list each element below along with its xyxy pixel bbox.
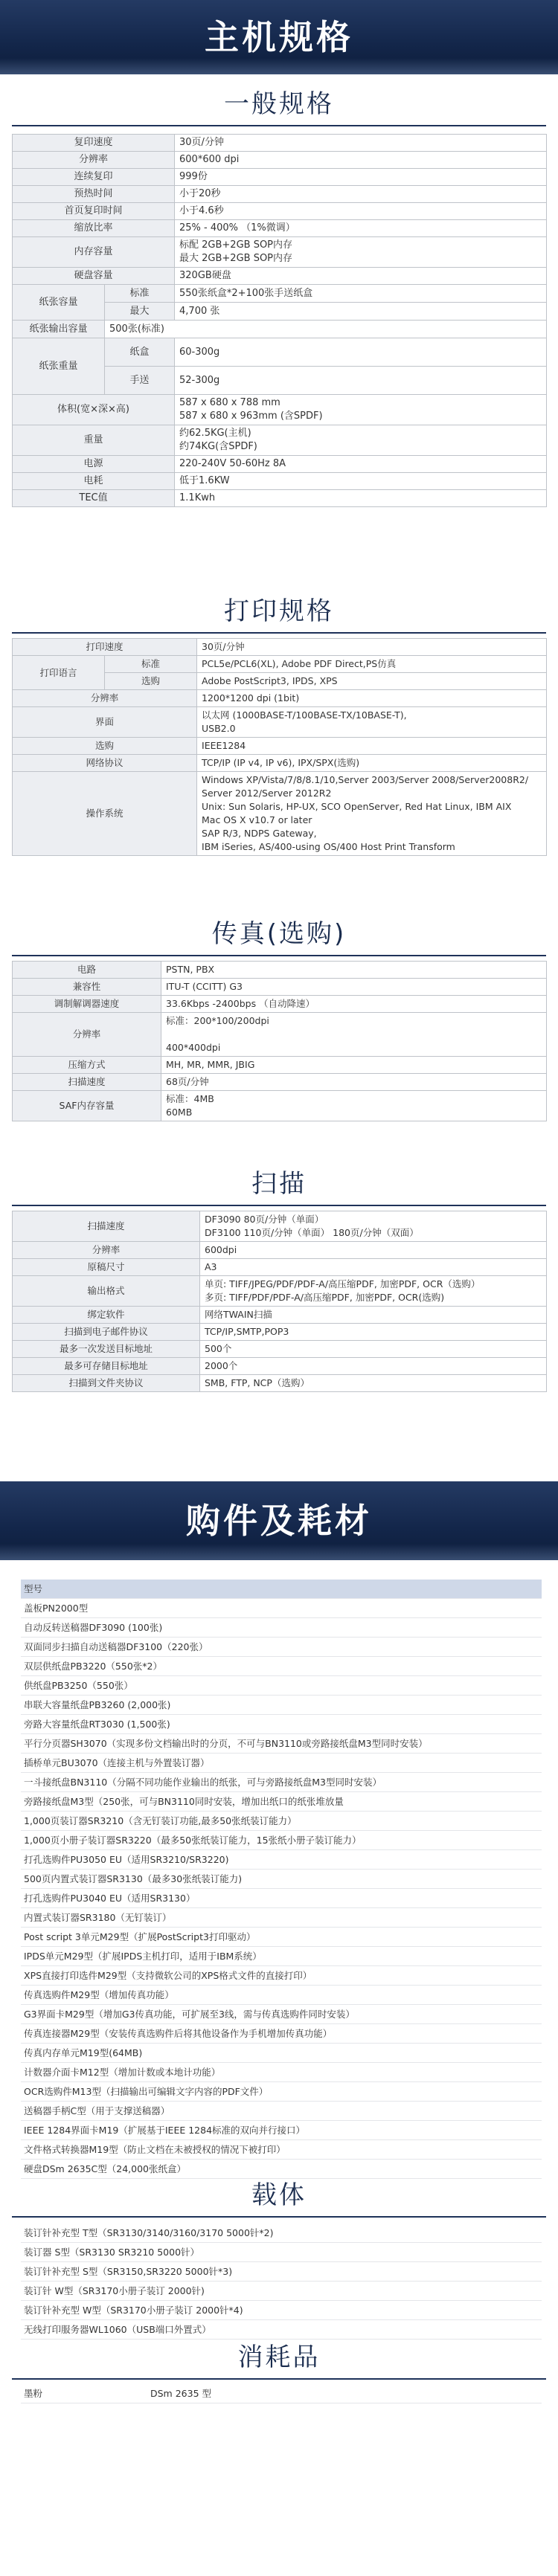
spec-key: 电源 xyxy=(13,456,175,473)
spec-value xyxy=(200,1324,547,1341)
section-divider xyxy=(12,955,546,956)
spec-key: 扫描速度 xyxy=(13,1074,161,1091)
header-banner-main-spec xyxy=(0,0,558,74)
spec-value xyxy=(175,456,547,473)
spec-value-line: 600dpi xyxy=(205,1244,237,1255)
spec-value xyxy=(175,203,547,220)
spec-value-line: Windows XP/Vista/7/8/8.1/10,Server 2003/Server 2008/Server2008R2/ xyxy=(202,774,529,785)
spec-value-line: 25% - 400% （1%微调） xyxy=(179,222,295,234)
table-row xyxy=(13,1341,547,1358)
spec-key: 兼容性 xyxy=(13,979,161,996)
spec-value-line: 标准：200*100/200dpi xyxy=(166,1015,269,1026)
spec-key: 体积(宽×深×高) xyxy=(13,395,175,425)
table-row xyxy=(13,473,547,490)
spec-value xyxy=(175,268,547,285)
spec-value xyxy=(200,1276,547,1307)
list-item xyxy=(21,2384,542,2403)
spec-value: PCL5e/PCL6(XL), Adobe PDF Direct,PS仿真 xyxy=(197,656,547,673)
list-item: 一斗接纸盘BN3110（分隔不同功能作业输出的纸张，可与旁路接纸盘M3型同时安装） xyxy=(21,1773,542,1792)
fax-spec-table xyxy=(12,961,547,1121)
section-title-scan: 扫描 xyxy=(251,1169,307,1199)
list-item: 旁路接纸盘M3型（250张，可与BN3110同时安装，增加出纸口的纸张堆放量 xyxy=(21,1792,542,1812)
list-item: G3界面卡M29型（增加G3传真功能，可扩展至3线，需与传真选购件同时安装） xyxy=(21,2005,542,2024)
spec-key: 分辨率 xyxy=(13,1013,161,1057)
spec-value: 60-300g xyxy=(175,338,547,367)
spec-key: 内存容量 xyxy=(13,237,175,268)
table-row xyxy=(13,186,547,203)
spec-value xyxy=(161,1057,547,1074)
spec-value-line: 1200*1200 dpi (1bit) xyxy=(202,692,300,703)
list-item: 计数器介面卡M12型（增加计数或本地计功能） xyxy=(21,2063,542,2082)
spec-value-line: 600*600 dpi xyxy=(179,154,240,165)
table-row xyxy=(13,456,547,473)
general-rows-b xyxy=(13,285,547,395)
table-row xyxy=(13,1074,547,1091)
spec-value-line: 30页/分钟 xyxy=(179,137,224,148)
spec-key: 调制解调器速度 xyxy=(13,996,161,1013)
spec-value-line: 68页/分钟 xyxy=(166,1076,209,1087)
spec-value xyxy=(197,690,547,707)
spec-value xyxy=(161,1074,547,1091)
spec-value-line: 单页: TIFF/JPEG/PDF/PDF-A/高压缩PDF, 加密PDF, OCR（选购） xyxy=(205,1278,481,1289)
spec-value-line: 小于4.6秒 xyxy=(179,205,224,216)
list-item: 双层供纸盘PB3220（550张*2） xyxy=(21,1657,542,1676)
spec-value xyxy=(175,395,547,425)
table-row xyxy=(13,1242,547,1259)
spec-subkey: 选购 xyxy=(105,673,197,690)
consumable-key: 墨粉 xyxy=(24,2388,43,2399)
spec-value: Adobe PostScript3, IPDS, XPS xyxy=(197,673,547,690)
spec-value-line: 500个 xyxy=(205,1343,232,1354)
table-row xyxy=(13,996,547,1013)
spec-value xyxy=(197,755,547,772)
spec-value xyxy=(175,425,547,456)
spec-key: 预热时间 xyxy=(13,186,175,203)
print-rows-b xyxy=(13,690,547,856)
list-item: 供纸盘PB3250（550张） xyxy=(21,1676,542,1696)
spec-key: 界面 xyxy=(13,707,197,738)
list-item: 盖板PN2000型 xyxy=(21,1599,542,1618)
list-item: 打孔选购件PU3050 EU（适用SR3210/SR3220) xyxy=(21,1850,542,1870)
spec-value xyxy=(161,996,547,1013)
spec-key: 扫描到文件夹协议 xyxy=(13,1375,200,1392)
general-rows-c xyxy=(13,395,547,507)
spec-key: 复印速度 xyxy=(13,135,175,152)
spec-value xyxy=(200,1375,547,1392)
table-row xyxy=(13,395,547,425)
spec-key: 分辨率 xyxy=(13,690,197,707)
spec-subkey: 纸盒 xyxy=(105,338,175,367)
table-row xyxy=(13,220,547,237)
spec-value-line: 网络TWAIN扫描 xyxy=(205,1309,272,1320)
section-divider xyxy=(12,1205,546,1206)
spec-value-line: 33.6Kbps -2400bps （自动降速） xyxy=(166,998,315,1009)
spec-value-line: ITU-T (CCITT) G3 xyxy=(166,981,243,992)
table-row xyxy=(13,962,547,979)
spec-key: 首页复印时间 xyxy=(13,203,175,220)
table-row xyxy=(13,755,547,772)
spec-key: 重量 xyxy=(13,425,175,456)
spec-value-line: IEEE1284 xyxy=(202,740,246,751)
table-row xyxy=(13,321,547,338)
table-row xyxy=(13,268,547,285)
spec-key: 扫描速度 xyxy=(13,1211,200,1242)
consumable-value: DSm 2635 型 xyxy=(150,2388,211,2399)
list-item: 串联大容量纸盘PB3260 (2,000张) xyxy=(21,1696,542,1715)
list-item: 装订器 S型（SR3130 SR3210 5000针） xyxy=(21,2243,542,2262)
table-row xyxy=(13,772,547,856)
spec-key: 压缩方式 xyxy=(13,1057,161,1074)
spec-value-line: 最大 2GB+2GB SOP内存 xyxy=(179,253,293,264)
spec-key: 分辨率 xyxy=(13,1242,200,1259)
spec-key: 打印语言 xyxy=(13,656,105,690)
spec-key: 最多一次发送目标地址 xyxy=(13,1341,200,1358)
list-item: XPS直接打印选件M29型（支持微软公司的XPS格式文件的直接打印） xyxy=(21,1966,542,1986)
print-spec-table xyxy=(12,638,547,856)
banner-glow xyxy=(0,58,558,74)
spec-value-line: 587 x 680 x 788 mm xyxy=(179,397,280,408)
table-row xyxy=(13,1276,547,1307)
spec-value-line: Unix: Sun Solaris, HP-UX, SCO OpenServer, Red Hat Linux, IBM AIX xyxy=(202,801,512,812)
table-row xyxy=(13,707,547,738)
spec-value xyxy=(200,1341,547,1358)
list-item: 硬盘DSm 2635C型（24,000张纸盒） xyxy=(21,2160,542,2179)
list-item: 旁路大容量纸盘RT3030 (1,500张) xyxy=(21,1715,542,1734)
spec-value-line: TCP/IP,SMTP,POP3 xyxy=(205,1326,289,1337)
table-row xyxy=(13,135,547,152)
spec-value xyxy=(200,1358,547,1375)
spec-value-line: 999份 xyxy=(179,171,208,182)
spec-value xyxy=(200,1259,547,1276)
spec-key: 扫描到电子邮件协议 xyxy=(13,1324,200,1341)
spec-key: 纸张重量 xyxy=(13,338,105,395)
spec-key: 分辨率 xyxy=(13,152,175,169)
spec-value-line: 低于1.6KW xyxy=(179,475,230,486)
list-item: 装订针补充型 W型（SR3170小册子装订 2000针*4) xyxy=(21,2301,542,2320)
list-item: OCR选购件M13型（扫描输出可编辑文字内容的PDF文件） xyxy=(21,2082,542,2102)
list-item: 500页内置式装订器SR3130（最多30张纸装订能力) xyxy=(21,1870,542,1889)
spec-value xyxy=(161,1091,547,1121)
spec-key: 电路 xyxy=(13,962,161,979)
scan-rows xyxy=(13,1211,547,1392)
list-item: 文件格式转换器M19型（防止文档在未被授权的情况下被打印） xyxy=(21,2140,542,2160)
fax-rows xyxy=(13,962,547,1121)
spec-value-line: SMB, FTP, NCP（选购） xyxy=(205,1377,310,1388)
spec-value xyxy=(175,237,547,268)
spec-value-line: 约62.5KG(主机) xyxy=(179,428,251,439)
spec-value-line: 约74KG(含SPDF) xyxy=(179,441,257,452)
table-row xyxy=(13,1259,547,1276)
list-item: 传真选购件M29型（增加传真功能） xyxy=(21,1986,542,2005)
section-divider xyxy=(12,632,546,634)
spec-key: 电耗 xyxy=(13,473,175,490)
list-item: 平行分页器SH3070（实现多份文档输出时的分页，不可与BN3110或旁路接纸盘M3型同时安装） xyxy=(21,1734,542,1754)
spec-value xyxy=(161,979,547,996)
section-title-print: 打印规格 xyxy=(224,596,334,626)
table-row xyxy=(13,285,547,303)
list-item: 无线打印服务器WL1060（USB端口外置式） xyxy=(21,2320,542,2340)
parts-list xyxy=(21,1580,542,2179)
table-row xyxy=(13,490,547,507)
spec-value-line: 多页: TIFF/PDF/PDF-A/高压缩PDF, 加密PDF, OCR(选购) xyxy=(205,1292,445,1303)
table-row xyxy=(13,1375,547,1392)
spec-value-line: 587 x 680 x 963mm (含SPDF) xyxy=(179,410,323,422)
section-title-fax: 传真(选购) xyxy=(211,919,347,949)
spec-subkey: 标准 xyxy=(105,656,197,673)
spec-key: 网络协议 xyxy=(13,755,197,772)
spec-value-line: 2000个 xyxy=(205,1360,238,1371)
spec-value xyxy=(197,707,547,738)
table-row xyxy=(13,656,547,673)
spec-value-line: 220-240V 50-60Hz 8A xyxy=(179,458,286,469)
spec-key: 输出格式 xyxy=(13,1276,200,1307)
spec-key: 原稿尺寸 xyxy=(13,1259,200,1276)
table-row xyxy=(13,338,547,367)
spec-value-line: A3 xyxy=(205,1261,217,1272)
spec-value-line: IBM iSeries, AS/400-using OS/400 Host Print Transform xyxy=(202,841,455,852)
section-title-consumables: 消耗品 xyxy=(237,2342,321,2372)
list-item: Post script 3单元M29型（扩展PostScript3打印驱动） xyxy=(21,1928,542,1947)
spec-key: 绑定软件 xyxy=(13,1307,200,1324)
spec-value-line: 以太网 (1000BASE-T/100BASE-TX/10BASE-T), xyxy=(202,709,407,721)
banner-title: 主机规格 xyxy=(205,17,353,57)
spec-value xyxy=(175,135,547,152)
consumables-list xyxy=(21,2384,542,2403)
spec-value-line: SAP R/3, NDPS Gateway, xyxy=(202,828,317,839)
spec-value: 30页/分钟 xyxy=(197,639,547,656)
spec-value xyxy=(200,1211,547,1242)
spec-value xyxy=(161,962,547,979)
stand-list xyxy=(21,2224,542,2340)
spec-value xyxy=(175,220,547,237)
table-row xyxy=(13,1358,547,1375)
spec-value: 550张纸盒*2+100张手送纸盒 xyxy=(175,285,547,303)
table-row xyxy=(13,1307,547,1324)
spec-key: 纸张容量 xyxy=(13,285,105,321)
spec-value-line xyxy=(166,1028,542,1041)
spec-value-line: 小于20秒 xyxy=(179,188,221,199)
spec-value xyxy=(200,1307,547,1324)
spec-value: 4,700 张 xyxy=(175,303,547,321)
spec-value-line: 400*400dpi xyxy=(166,1042,221,1053)
general-rows-a xyxy=(13,135,547,285)
table-row xyxy=(13,1091,547,1121)
section-divider xyxy=(12,125,546,126)
table-row xyxy=(13,979,547,996)
spec-value xyxy=(175,186,547,203)
print-rows-a xyxy=(13,639,547,690)
list-item: 自动反转送稿器DF3090 (100张) xyxy=(21,1618,542,1638)
spec-value-line: PSTN, PBX xyxy=(166,964,215,975)
spec-value xyxy=(175,490,547,507)
list-item: 1,000页小册子装订器SR3220（最多50张纸装订能力，15张纸小册子装订能力） xyxy=(21,1831,542,1850)
list-item: 传真内存单元M19型(64MB) xyxy=(21,2044,542,2063)
spec-key: 纸张输出容量 xyxy=(13,321,105,338)
table-row xyxy=(13,425,547,456)
spec-value: 500张(标准) xyxy=(105,321,547,338)
spec-key: 缩放比率 xyxy=(13,220,175,237)
table-row xyxy=(13,1057,547,1074)
table-row xyxy=(13,1211,547,1242)
spec-value xyxy=(175,169,547,186)
table-row xyxy=(13,203,547,220)
table-row xyxy=(13,152,547,169)
spec-value-line: DF3090 80页/分钟（单面） xyxy=(205,1214,324,1225)
section-title-general: 一般规格 xyxy=(224,89,334,119)
spec-key: 打印速度 xyxy=(13,639,197,656)
list-item: 装订针 W型（SR3170小册子装订 2000针) xyxy=(21,2282,542,2301)
parts-header: 型号 xyxy=(21,1580,542,1599)
spec-value xyxy=(197,772,547,856)
spec-value-line: 320GB硬盘 xyxy=(179,270,231,281)
spec-key: 硬盘容量 xyxy=(13,268,175,285)
spec-value xyxy=(175,152,547,169)
spec-value xyxy=(200,1242,547,1259)
spec-value-line: USB2.0 xyxy=(202,723,236,734)
spec-key: 最多可存储目标地址 xyxy=(13,1358,200,1375)
spec-value xyxy=(161,1013,547,1057)
spec-subkey: 最大 xyxy=(105,303,175,321)
table-row xyxy=(13,1324,547,1341)
table-row xyxy=(13,169,547,186)
list-item: IPDS单元M29型（扩展IPDS主机打印，适用于IBM系统） xyxy=(21,1947,542,1966)
spec-value: 52-300g xyxy=(175,367,547,395)
spec-subkey: 标准 xyxy=(105,285,175,303)
section-divider xyxy=(12,2378,546,2380)
list-item: 送稿器手柄C型（用于支撑送稿器） xyxy=(21,2102,542,2121)
table-row xyxy=(13,639,547,656)
spec-value-line: Mac OS X v10.7 or later xyxy=(202,814,312,825)
spec-value-line: 1.1Kwh xyxy=(179,492,216,503)
list-item: 装订针补充型 T型（SR3130/3140/3160/3170 5000针*2) xyxy=(21,2224,542,2243)
list-item: 装订针补充型 S型（SR3150,SR3220 5000针*3) xyxy=(21,2262,542,2282)
table-row xyxy=(13,237,547,268)
spec-value-line: 标准：4MB xyxy=(166,1093,214,1104)
spec-value-line: DF3100 110页/分钟（单面） 180页/分钟（双面） xyxy=(205,1227,419,1238)
spec-key: 连续复印 xyxy=(13,169,175,186)
spec-value-line: MH, MR, MMR, JBIG xyxy=(166,1059,255,1070)
spec-value xyxy=(175,473,547,490)
scan-spec-table xyxy=(12,1211,547,1392)
list-item: IEEE 1284界面卡M19（扩展基于IEEE 1284标准的双向并行接口） xyxy=(21,2121,542,2140)
general-spec-table xyxy=(12,134,547,507)
list-item: 双面同步扫描自动送稿器DF3100（220张） xyxy=(21,1638,542,1657)
list-item: 内置式装订器SR3180（无钉装订） xyxy=(21,1908,542,1928)
table-row xyxy=(13,738,547,755)
section-title-stand: 载体 xyxy=(251,2180,307,2210)
banner-glow xyxy=(0,1544,558,1560)
section-divider xyxy=(12,2216,546,2218)
spec-key: 选购 xyxy=(13,738,197,755)
table-row xyxy=(13,690,547,707)
list-item: 传真连接器M29型（安装传真选购件后将其他设备作为手机增加传真功能） xyxy=(21,2024,542,2044)
spec-key: TEC值 xyxy=(13,490,175,507)
table-row xyxy=(13,1013,547,1057)
spec-value-line: TCP/IP (IP v4, IP v6), IPX/SPX(选购) xyxy=(202,757,360,768)
spec-value-line: 标配 2GB+2GB SOP内存 xyxy=(179,239,293,251)
spec-value-line: Server 2012/Server 2012R2 xyxy=(202,788,332,799)
list-item: 1,000页装订器SR3210（含无钉装订功能,最多50张纸装订能力） xyxy=(21,1812,542,1831)
spec-value xyxy=(197,738,547,755)
list-item: 插桥单元BU3070（连接主机与外置装订器） xyxy=(21,1754,542,1773)
header-banner-parts xyxy=(0,1481,558,1560)
spec-key: SAF内存容量 xyxy=(13,1091,161,1121)
spec-key: 操作系统 xyxy=(13,772,197,856)
list-item: 打孔选购件PU3040 EU（适用SR3130） xyxy=(21,1889,542,1908)
spec-subkey: 手送 xyxy=(105,367,175,395)
spec-value-line: 60MB xyxy=(166,1107,193,1118)
banner-title: 购件及耗材 xyxy=(186,1501,372,1541)
